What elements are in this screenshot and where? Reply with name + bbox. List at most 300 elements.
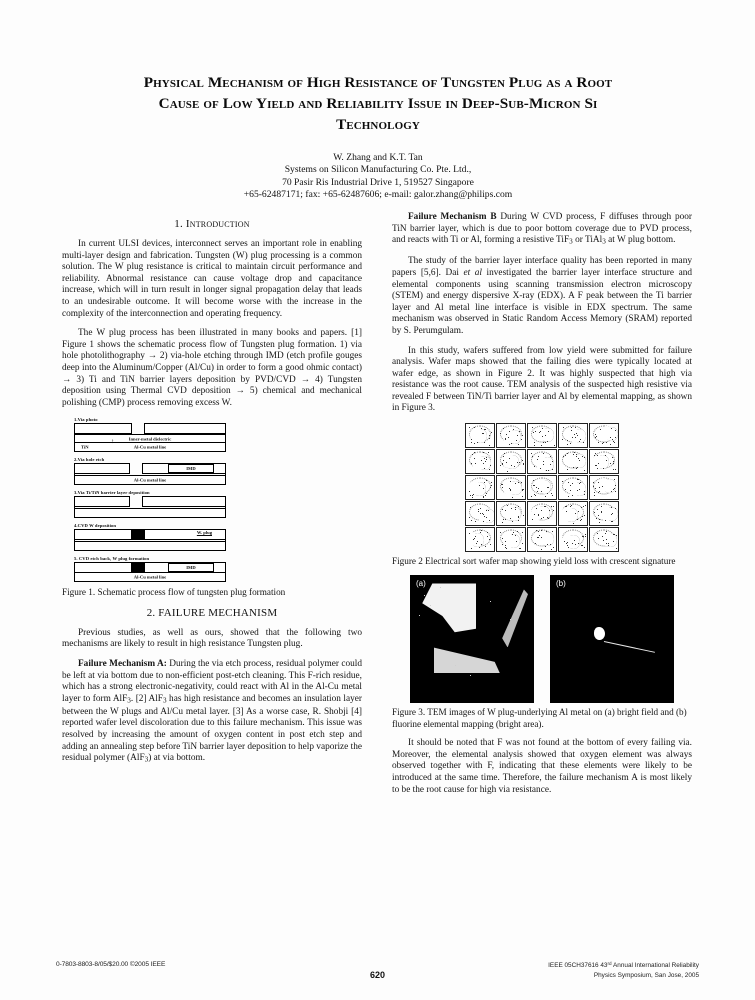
alf3-subscript-1: 3 (127, 696, 131, 705)
failing-die-speck (548, 518, 549, 519)
failing-die-speck (511, 465, 512, 466)
failing-die-speck (578, 543, 579, 544)
failing-die-speck (538, 488, 539, 489)
failing-die-speck (615, 469, 616, 470)
failing-die-speck (573, 523, 574, 524)
failing-die-speck (505, 510, 506, 511)
failing-die-speck (475, 463, 476, 464)
failing-die-speck (563, 456, 564, 457)
imd-label-box-2: IMD (168, 464, 214, 473)
failing-die-speck (545, 496, 546, 497)
conclusion-paragraph: It should be noted that F was not found at the bottom of every failing via. Moreover, the elemental analysis showed that oxygen element was always observed together with F, indicating that these elements were likely to be introduced at the same time. Therefore, the failure mechanism A is most likely to be the root cause for high via resistance. (392, 738, 692, 795)
figure-2-caption: Figure 2 Electrical sort wafer map showing yield loss with crescent signature (392, 556, 676, 567)
failing-die-speck (483, 497, 484, 498)
failing-die-speck (615, 437, 616, 438)
failing-die-speck (545, 442, 546, 443)
wafer-map-cell (496, 501, 526, 526)
failing-die-speck (472, 497, 473, 498)
failing-die-speck (541, 537, 542, 538)
figure1-step-1 (74, 417, 362, 452)
failing-die-speck (500, 532, 501, 533)
failing-die-speck (475, 521, 476, 522)
failing-die-speck (551, 549, 552, 550)
inner-metal-dielectric-label: Inner-metal dielectric (128, 436, 172, 442)
failing-die-speck (553, 547, 554, 548)
figure1-step-2 (74, 457, 362, 485)
failing-die-speck (584, 491, 585, 492)
wafer-map-cell (589, 423, 619, 448)
failing-die-speck (584, 470, 585, 471)
failing-die-speck (597, 509, 598, 510)
metal-line-row-5 (74, 573, 226, 582)
failing-die-speck (611, 428, 612, 429)
footer-conference-info (548, 959, 699, 980)
failing-die-speck (478, 511, 479, 512)
failing-die-speck (479, 485, 480, 486)
failing-die-speck (519, 548, 520, 549)
failing-die-speck (510, 518, 511, 519)
failing-die-speck (518, 517, 519, 518)
figure1-step-1-label: 1.Via photo (74, 417, 98, 423)
figure1-step-1-stack (74, 423, 226, 452)
failing-die-speck (573, 467, 574, 468)
failing-die-speck (482, 433, 483, 434)
crescent-cutout (470, 428, 483, 442)
failing-die-speck (581, 519, 582, 520)
failing-die-speck (512, 521, 513, 522)
failing-die-speck (510, 489, 511, 490)
failing-die-speck (486, 459, 487, 460)
footer-copyright: 0-7803-8803-8/05/$20.00 ©2005 IEEE (56, 961, 166, 968)
fluorine-bright-streak (604, 641, 655, 653)
failing-die-speck (603, 442, 604, 443)
failing-die-speck (595, 465, 596, 466)
failing-die-speck (472, 454, 473, 455)
failing-die-speck (581, 507, 582, 508)
failing-die-speck (573, 454, 574, 455)
failing-die-speck (516, 440, 517, 441)
failing-die-speck (585, 534, 586, 535)
imd-block-right-3 (142, 496, 226, 507)
failing-die-speck (475, 536, 476, 537)
tungsten-plug-fill (132, 529, 144, 540)
failing-die-speck (538, 537, 539, 538)
failing-die-speck (567, 469, 568, 470)
failing-die-speck (584, 547, 585, 548)
failing-die-speck (480, 508, 481, 509)
title-line-2: Cause of Low Yield and Reliability Issue in Deep-Sub-Micron Si (158, 95, 598, 112)
failing-die-speck (562, 481, 563, 482)
failing-die-speck (579, 441, 580, 442)
crescent-cutout (536, 531, 549, 545)
alcu-metal-line-label-2: Al-Cu metal line (133, 477, 167, 483)
failing-die-speck (484, 458, 485, 459)
et-al-italic: et al (463, 267, 482, 278)
failing-die-speck (567, 444, 568, 445)
wafer-map-cell (465, 501, 495, 526)
failing-die-speck (606, 531, 607, 532)
failing-die-speck (502, 464, 503, 465)
failing-die-speck (470, 507, 471, 508)
tial3-subscript: 3 (602, 237, 606, 246)
failing-die-speck (576, 468, 577, 469)
failing-die-speck (547, 441, 548, 442)
failing-die-speck (507, 505, 508, 506)
failing-die-speck (615, 430, 616, 431)
via-barrier-row (74, 496, 226, 507)
failing-die-speck (611, 514, 612, 515)
failing-die-speck (603, 540, 604, 541)
barrier-study-text-2: investigated the barrier layer interface structure and elemental components using scanning transmission electron microscopy (STEM) and energy dispersive X-ray (EDX). A F peak between the Ti barrier layer and Al metal line interface is visible in EDX spectrum. The same mechanism was observed in Static Random Access Memory (SRAM) reported by S. Perumgulam. (392, 267, 692, 336)
failing-die-speck (566, 506, 567, 507)
failing-die-speck (542, 428, 543, 429)
wafer-map-cell (496, 423, 526, 448)
imd-block-left-5 (74, 562, 132, 573)
via-gap-3 (130, 496, 142, 507)
failing-die-speck (614, 442, 615, 443)
failing-die-speck (583, 442, 584, 443)
failing-die-speck (491, 485, 492, 486)
failing-die-speck (584, 494, 585, 495)
failing-die-speck (474, 452, 475, 453)
imd-block-right-4 (144, 529, 226, 540)
failing-die-speck (567, 440, 568, 441)
dielectric-block-right (144, 423, 226, 434)
inner-metal-dielectric-row (74, 434, 226, 446)
figure1-step-3 (74, 490, 362, 518)
failing-die-speck (514, 466, 515, 467)
failing-die-speck (522, 532, 523, 533)
failing-die-speck (523, 464, 524, 465)
failing-die-speck (613, 489, 614, 490)
author-block (62, 152, 694, 201)
failing-die-speck (553, 510, 554, 511)
failing-die-speck (601, 512, 602, 513)
failing-die-speck (598, 482, 599, 483)
wafer-map-cell (589, 449, 619, 474)
failing-die-speck (543, 517, 544, 518)
wafer-map-cell (558, 449, 588, 474)
up-arrow-icon: ↑ (111, 439, 114, 446)
failing-die-speck (481, 460, 482, 461)
authors: W. Zhang and K.T. Tan (333, 152, 423, 163)
via-opening-row (74, 423, 226, 434)
failing-die-speck (611, 507, 612, 508)
failing-die-speck (505, 439, 506, 440)
failing-die-speck (489, 435, 490, 436)
failing-die-speck (547, 544, 548, 545)
failing-die-speck (522, 543, 523, 544)
failing-die-speck (565, 489, 566, 490)
failing-die-speck (480, 532, 481, 533)
failing-die-speck (536, 487, 537, 488)
failing-die-speck (533, 485, 534, 486)
failing-die-speck (578, 511, 579, 512)
footer-conf-ordinal: rd (607, 961, 612, 967)
failing-die-speck (517, 531, 518, 532)
wafer-map-cell (527, 449, 557, 474)
intro-paragraph-1: In current ULSI devices, interconnect serves an important role in enabling multi-layer design and fabrication. Tungsten (W) plug processing is a common solution. The W plug resistance is critical to maintain circuit performance and reliability. Abnormal resistance can cause voltage drop and capacitance increase, which will in turn result in longer signal propagation delay that leads to an undesirable outcome. It will become worse with the increase in the complexity of the interconnection and operating frequency. (62, 239, 362, 319)
failing-die-speck (482, 513, 483, 514)
wafer-map-cell (527, 501, 557, 526)
failing-die-speck (610, 437, 611, 438)
tin-label: TiN (81, 444, 89, 450)
failing-die-speck (469, 517, 470, 518)
failing-die-speck (580, 439, 581, 440)
intro-paragraph-2: The W plug process has been illustrated in many books and papers. [1] Figure 1 shows the schematic process flow of Tungsten plug formation. 1) via hole photolithography → 2) via-hole etching through IMD (etch profile gouges deep into the Aluminum/Copper (Al/Cu) in order to form a good ohmic contact) → 3) Ti and TiN barrier layers deposition by PVD/CVD → 4) Tungsten deposition using Thermal CVD deposition → 5) chemical and mechanical polishing (CMP) process removing excess W. (62, 328, 362, 408)
failing-die-speck (490, 544, 491, 545)
failing-die-speck (601, 506, 602, 507)
failing-die-speck (488, 452, 489, 453)
mechanism-a-text-1: During the via etch process, residual polymer could be left at via bottom due to non-efficient post-etch cleaning. This F-rich residue, which has a strong electronic-negativity, could react with Al in the Al-Cu metal layer to form AlF (62, 658, 362, 704)
failing-die-speck (582, 536, 583, 537)
failing-die-speck (536, 530, 537, 531)
failing-die-speck (575, 427, 576, 428)
tem-bright-region-3 (494, 589, 528, 647)
failing-die-speck (519, 462, 520, 463)
failing-die-speck (602, 536, 603, 537)
failing-die-speck (543, 464, 544, 465)
mechanism-a-paragraph (62, 659, 362, 767)
failing-die-speck (522, 490, 523, 491)
figure1-step-5 (74, 556, 362, 582)
tem-noise-speck (455, 665, 456, 666)
failing-die-speck (532, 456, 533, 457)
failing-die-speck (473, 539, 474, 540)
failing-die-speck (515, 535, 516, 536)
failing-die-speck (483, 488, 484, 489)
failing-die-speck (564, 541, 565, 542)
section-heading-introduction: 1. Introduction (174, 218, 250, 230)
failing-die-speck (489, 469, 490, 470)
failing-die-speck (538, 514, 539, 515)
failing-die-speck (549, 510, 550, 511)
wafer-map-cell (589, 475, 619, 500)
failing-die-speck (548, 431, 549, 432)
w-deposition-row (74, 529, 226, 540)
failing-die-speck (543, 461, 544, 462)
fluorine-bright-blob (594, 627, 605, 640)
wafer-map-cell (496, 449, 526, 474)
failing-die-speck (487, 536, 488, 537)
failing-die-speck (485, 461, 486, 462)
failing-die-speck (575, 437, 576, 438)
failing-die-speck (518, 516, 519, 517)
failing-die-speck (603, 468, 604, 469)
figure1-step-4 (74, 523, 362, 551)
failing-die-speck (575, 513, 576, 514)
failing-die-speck (545, 435, 546, 436)
failing-die-speck (485, 546, 486, 547)
failing-die-speck (553, 506, 554, 507)
failing-die-speck (576, 454, 577, 455)
failing-die-speck (606, 460, 607, 461)
failing-die-speck (522, 496, 523, 497)
barrier-study-paragraph (392, 256, 692, 337)
failing-die-speck (536, 508, 537, 509)
mechanism-b-text-3: at W plug bottom. (605, 235, 676, 246)
failing-die-speck (522, 435, 523, 436)
failing-die-speck (509, 444, 510, 445)
failing-die-speck (571, 427, 572, 428)
failing-die-speck (578, 458, 579, 459)
dielectric-block-left (74, 423, 132, 434)
failing-die-speck (518, 520, 519, 521)
tem-bright-region-2 (434, 639, 500, 673)
failing-die-speck (541, 530, 542, 531)
wafer-map-cell (527, 527, 557, 552)
failing-die-speck (531, 453, 532, 454)
failing-die-speck (477, 442, 478, 443)
title-line-3: Technology (336, 116, 420, 133)
failing-die-speck (481, 544, 482, 545)
failing-die-speck (469, 427, 470, 428)
failing-die-speck (582, 545, 583, 546)
figure-1-caption: Figure 1. Schematic process flow of tungsten plug formation (62, 587, 286, 598)
via-gap (132, 423, 144, 434)
failing-die-speck (598, 492, 599, 493)
figure1-step-3-stack (74, 496, 226, 518)
crescent-defect (507, 534, 520, 548)
failing-die-speck (598, 442, 599, 443)
failing-die-speck (518, 506, 519, 507)
failing-die-speck (585, 536, 586, 537)
failing-die-speck (532, 519, 533, 520)
failing-die-speck (613, 463, 614, 464)
failing-die-speck (568, 547, 569, 548)
imd-label-box-5: IMD (168, 563, 214, 572)
wafer-map-cell (558, 527, 588, 552)
failing-die-speck (562, 439, 563, 440)
failing-die-speck (484, 442, 485, 443)
failing-die-speck (537, 491, 538, 492)
failing-die-speck (547, 493, 548, 494)
failing-die-speck (502, 509, 503, 510)
mechanism-b-label: Failure Mechanism B (408, 212, 497, 222)
failing-die-speck (547, 487, 548, 488)
affiliation: Systems on Silicon Manufacturing Co. Pte. Ltd., (284, 164, 472, 176)
failing-die-speck (516, 541, 517, 542)
failing-die-speck (545, 506, 546, 507)
failing-die-speck (550, 456, 551, 457)
failing-die-speck (474, 427, 475, 428)
failing-die-speck (474, 458, 475, 459)
figure1-step-2-label: 2.Via hole etch (74, 457, 105, 463)
failing-die-speck (596, 518, 597, 519)
tem-noise-speck (419, 615, 420, 616)
failing-die-speck (594, 455, 595, 456)
failing-die-speck (483, 521, 484, 522)
failing-die-speck (534, 445, 535, 446)
failing-die-speck (596, 465, 597, 466)
failing-die-speck (615, 508, 616, 509)
failing-die-speck (565, 455, 566, 456)
failing-die-speck (539, 432, 540, 433)
w-plug-formed-row (74, 562, 226, 573)
failing-die-speck (491, 482, 492, 483)
failing-die-speck (615, 491, 616, 492)
mechanism-a-text-2: . [2] AlF (130, 693, 163, 704)
footer-page-number: 620 (369, 970, 386, 980)
tem-noise-speck (424, 595, 425, 596)
failing-die-speck (566, 511, 567, 512)
failing-die-speck (481, 530, 482, 531)
failing-die-speck (485, 495, 486, 496)
failing-die-speck (517, 435, 518, 436)
failing-die-speck (542, 436, 543, 437)
tem-panel-a-label: (a) (416, 579, 426, 589)
failing-die-speck (505, 519, 506, 520)
failing-die-speck (572, 495, 573, 496)
failing-die-speck (503, 460, 504, 461)
failing-die-speck (605, 533, 606, 534)
alf3-subscript-2: 3 (162, 696, 167, 705)
failing-die-speck (502, 487, 503, 488)
failing-die-speck (615, 485, 616, 486)
failing-die-speck (612, 439, 613, 440)
failing-die-speck (576, 456, 577, 457)
wafer-map-cell (496, 527, 526, 552)
failing-die-speck (486, 480, 487, 481)
failing-die-speck (597, 455, 598, 456)
failing-die-speck (535, 495, 536, 496)
crescent-defect (565, 508, 578, 522)
left-column (62, 212, 362, 774)
failing-die-speck (613, 541, 614, 542)
failing-die-speck (567, 545, 568, 546)
failing-die-speck (598, 515, 599, 516)
failing-die-speck (595, 434, 596, 435)
imd-block-left-4 (74, 529, 132, 540)
failing-die-speck (606, 539, 607, 540)
failing-die-speck (600, 429, 601, 430)
failing-die-speck (605, 520, 606, 521)
failing-die-speck (579, 483, 580, 484)
failing-die-speck (479, 547, 480, 548)
failing-die-speck (594, 492, 595, 493)
failing-die-speck (489, 438, 490, 439)
failing-die-speck (602, 486, 603, 487)
failing-die-speck (571, 505, 572, 506)
failing-die-speck (616, 548, 617, 549)
failing-die-speck (554, 445, 555, 446)
failing-die-speck (503, 428, 504, 429)
failing-die-speck (598, 463, 599, 464)
failing-die-speck (505, 545, 506, 546)
failing-die-speck (502, 522, 503, 523)
footer-conference-line-2: Physics Symposium, San Jose, 2005 (593, 971, 699, 979)
failing-die-speck (535, 543, 536, 544)
imd-block-left-3 (74, 496, 130, 507)
alcu-metal-line-label-5: Al-Cu metal line (133, 574, 167, 580)
failing-die-speck (515, 483, 516, 484)
mechanism-b-paragraph (392, 212, 692, 248)
alcu-metal-line-label-1: Al-Cu metal line (133, 444, 167, 450)
failing-die-speck (548, 487, 549, 488)
failing-die-speck (574, 540, 575, 541)
failing-die-speck (594, 512, 595, 513)
failing-die-speck (545, 546, 546, 547)
wafer-map-cell (465, 475, 495, 500)
wafer-map-cell (527, 475, 557, 500)
failing-die-speck (614, 488, 615, 489)
tem-noise-speck (510, 619, 511, 620)
metal-line-row-2 (74, 476, 226, 485)
wafer-map-cell (527, 423, 557, 448)
wafer-map-cell (496, 475, 526, 500)
barrier-study-text-1: The study of the barrier layer interface quality has been reported in many papers [5,6]. Dai (392, 256, 692, 278)
w-plug-label: W. plug (196, 530, 212, 536)
